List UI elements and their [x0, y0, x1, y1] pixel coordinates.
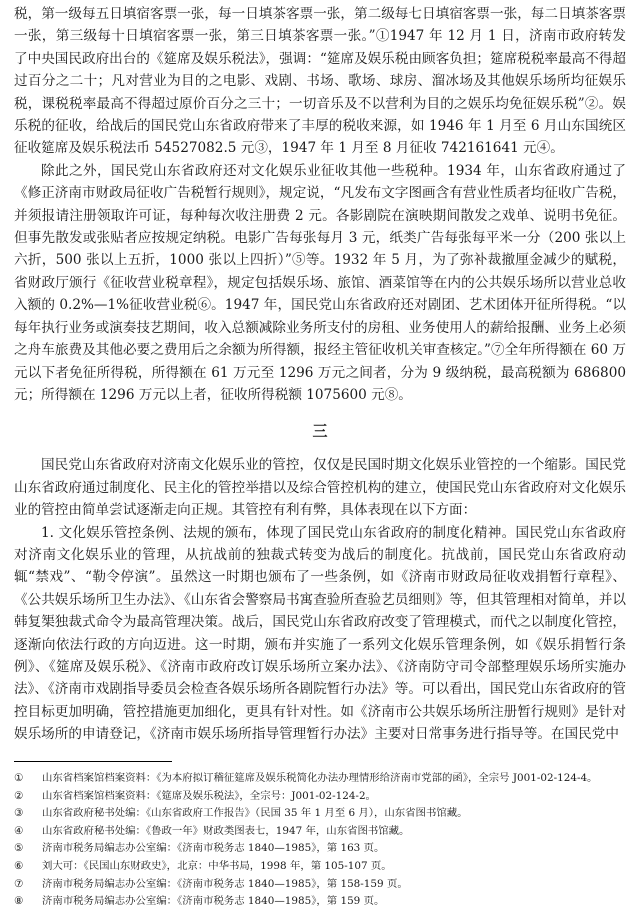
- footnote-text: 山东省政府秘书处编：《山东省政府工作报告》（民国 35 年 1 月至 6 月），山东省图书馆藏。: [42, 807, 468, 820]
- footnote-divider: [14, 761, 172, 762]
- footnote: [14, 858, 626, 876]
- footnote: [14, 876, 626, 894]
- footnote-mark: ②: [14, 789, 24, 802]
- section-heading: 三: [312, 422, 328, 441]
- footnote-mark: ⑧: [14, 895, 24, 908]
- footnote-text: 山东省档案馆档案资料：《筵席及娱乐税法》，全宗号：J001-02-124-2。: [42, 789, 376, 802]
- page-body: [14, 3, 626, 746]
- body-paragraph: 国民党山东省政府对济南文化娱乐业的管控，仅仅是民国时期文化娱乐业管控的一个缩影。国民党山东省政府通过制度化、民主化的管控举措以及综合管控机构的建立，使国民党山东省政府对文化娱乐业的管控由简单尝试逐渐走向正规。其管控有利有弊，具体表现在以下方面：: [14, 457, 626, 519]
- body-paragraph: 除此之外，国民党山东省政府还对文化娱乐业征收其他一些税种。1934 年，山东省政府通过了《修正济南市财政局征收广告税暂行规则》，规定说，“凡发布文字图画含有营业性质者均征收广告税，并须报请注册领取许可证，每种每次收注册费 2 元。各影剧院在演映期间散发之戏单、说明书免征。但事先散发或张贴者应按规定纳税。电影广告每张每月 3 元，纸类广告每张每平米一分（200 张以上六折，500 张以上五折，1000 张以上四折）”⑤等。1932 年 5 月，为了弥补裁撤厘金减少的赋税，省财政厅颁行《征收营业税章程》，规定包括娱乐场、旅馆、酒菜馆等在内的公共娱乐场所以营业总收入额的 0.2%—1%征收营业税⑥。1947 年，国民党山东省政府还对剧团、艺术团体开征所得税。“以每年执行业务或演奏技艺期间，收入总额减除业务所支付的房租、业务使用人的薪给报酬、业务上必须之舟车旅费及其他必要之费用后之余额为所得额，报经主管征收机关审查核定。”⑦全年所得额在 60 万元以下者免征所得税，所得额在 61 万元至 1296 万元之间者，分为 9 级纳税，最高税额为 686800 元；所得额在 1296 万元以上者，征收所得税额 1075600 元⑧。: [14, 162, 626, 403]
- footnote-text: 山东省政府秘书处编：《鲁政一年》财政类图表七，1947 年，山东省图书馆藏。: [42, 824, 410, 837]
- footnotes: [14, 770, 626, 911]
- footnote-text: 济南市税务局编志办公室编：《济南市税务志 1840—1985》，第 159 页。: [42, 895, 385, 908]
- footnote-text: 山东省档案馆档案资料：《为本府拟订稽征筵席及娱乐税简化办法办理情形给济南市党部的函》，全宗号 J001-02-124-4。: [42, 772, 598, 784]
- body-paragraph: 税，第一级每五日填宿客票一张，每一日填茶客票一张，第二级每七日填宿客票一张，每二日填茶客票一张，第三级每十日填宿客票一张，第三日填茶客票一张。”①1947 年 12 月 1 日，济南市政府转发了中央国民政府出台的《筵席及娱乐税法》，强调：“筵席及娱乐税由顾客负担；筵席税税率最高不得超过百分之二十；凡对营业为目的之电影、戏剧、书场、歌场、球房、溜冰场及其他娱乐场所均征娱乐税，课税税率最高不得超过原价百分之三十；一切音乐及不以营利为目的之娱乐均免征娱乐税”②。娱乐税的征收，给战后的国民党山东省政府带来了丰厚的税收来源，如 1946 年 1 月至 6 月山东国统区征收筵席及娱乐税法币 54527082.5 元③，1947 年 1 月至 8 月征收 742161641 元④。: [14, 6, 626, 157]
- footnote: [14, 805, 626, 823]
- footnote-mark: ⑤: [14, 842, 24, 855]
- footnote: [14, 770, 626, 788]
- footnote-text: 济南市税务局编志办公室编：《济南市税务志 1840—1985》，第 163 页。: [42, 842, 385, 855]
- footnote-mark: ①: [14, 772, 24, 784]
- body-paragraph: 1. 文化娱乐管控条例、法规的颁布，体现了国民党山东省政府的制度化精神。国民党山东省政府对济南文化娱乐业的管理，从抗战前的独裁式转变为战后的制度化。抗战前，国民党山东省政府动辄“禁戏”、“勒令停演”。虽然这一时期也颁布了一些条例，如《济南市财政局征收戏捐暂行章程》、《公共娱乐场所卫生办法》、《山东省会警察局书寓查验所查验艺员细则》等，但其管理相对简单，并以韩复榘独裁式命令为最高管理决策。战后，国民党山东省政府改变了管理模式，而代之以制度化管控，逐渐向依法行政的方向迈进。这一时期，颁布并实施了一系列文化娱乐管理条例，如《娱乐捐暂行条例》、《筵席及娱乐税》、《济南市政府改订娱乐场所立案办法》、《济南防守司令部整理娱乐场所实施办法》、《济南市戏剧指导委员会检查各娱乐场所各剧院暂行办法》等。可以看出，国民党山东省政府的管控目标更加明确，管控措施更加细化，更具有针对性。如《济南市公共娱乐场所注册暂行规则》是针对娱乐场所的申请登记，《济南市娱乐场所指导管理暂行办法》主要对日常事务进行指导等。在国民党中: [14, 524, 626, 743]
- footnote-mark: ④: [14, 824, 24, 837]
- footnote: [14, 893, 626, 911]
- footnote-text: 济南市税务局编志办公室编：《济南市税务志 1840—1985》，第 158-159 页。: [42, 877, 408, 890]
- footnote-mark: ⑦: [14, 877, 24, 890]
- footnote: [14, 823, 626, 841]
- footnote: [14, 788, 626, 806]
- footnote-text: 刘大可：《民国山东财政史》，北京：中华书局，1998 年，第 105-107 页。: [42, 859, 392, 872]
- footnote-mark: ⑥: [14, 859, 24, 872]
- footnote: [14, 840, 626, 858]
- footnote-mark: ③: [14, 807, 24, 820]
